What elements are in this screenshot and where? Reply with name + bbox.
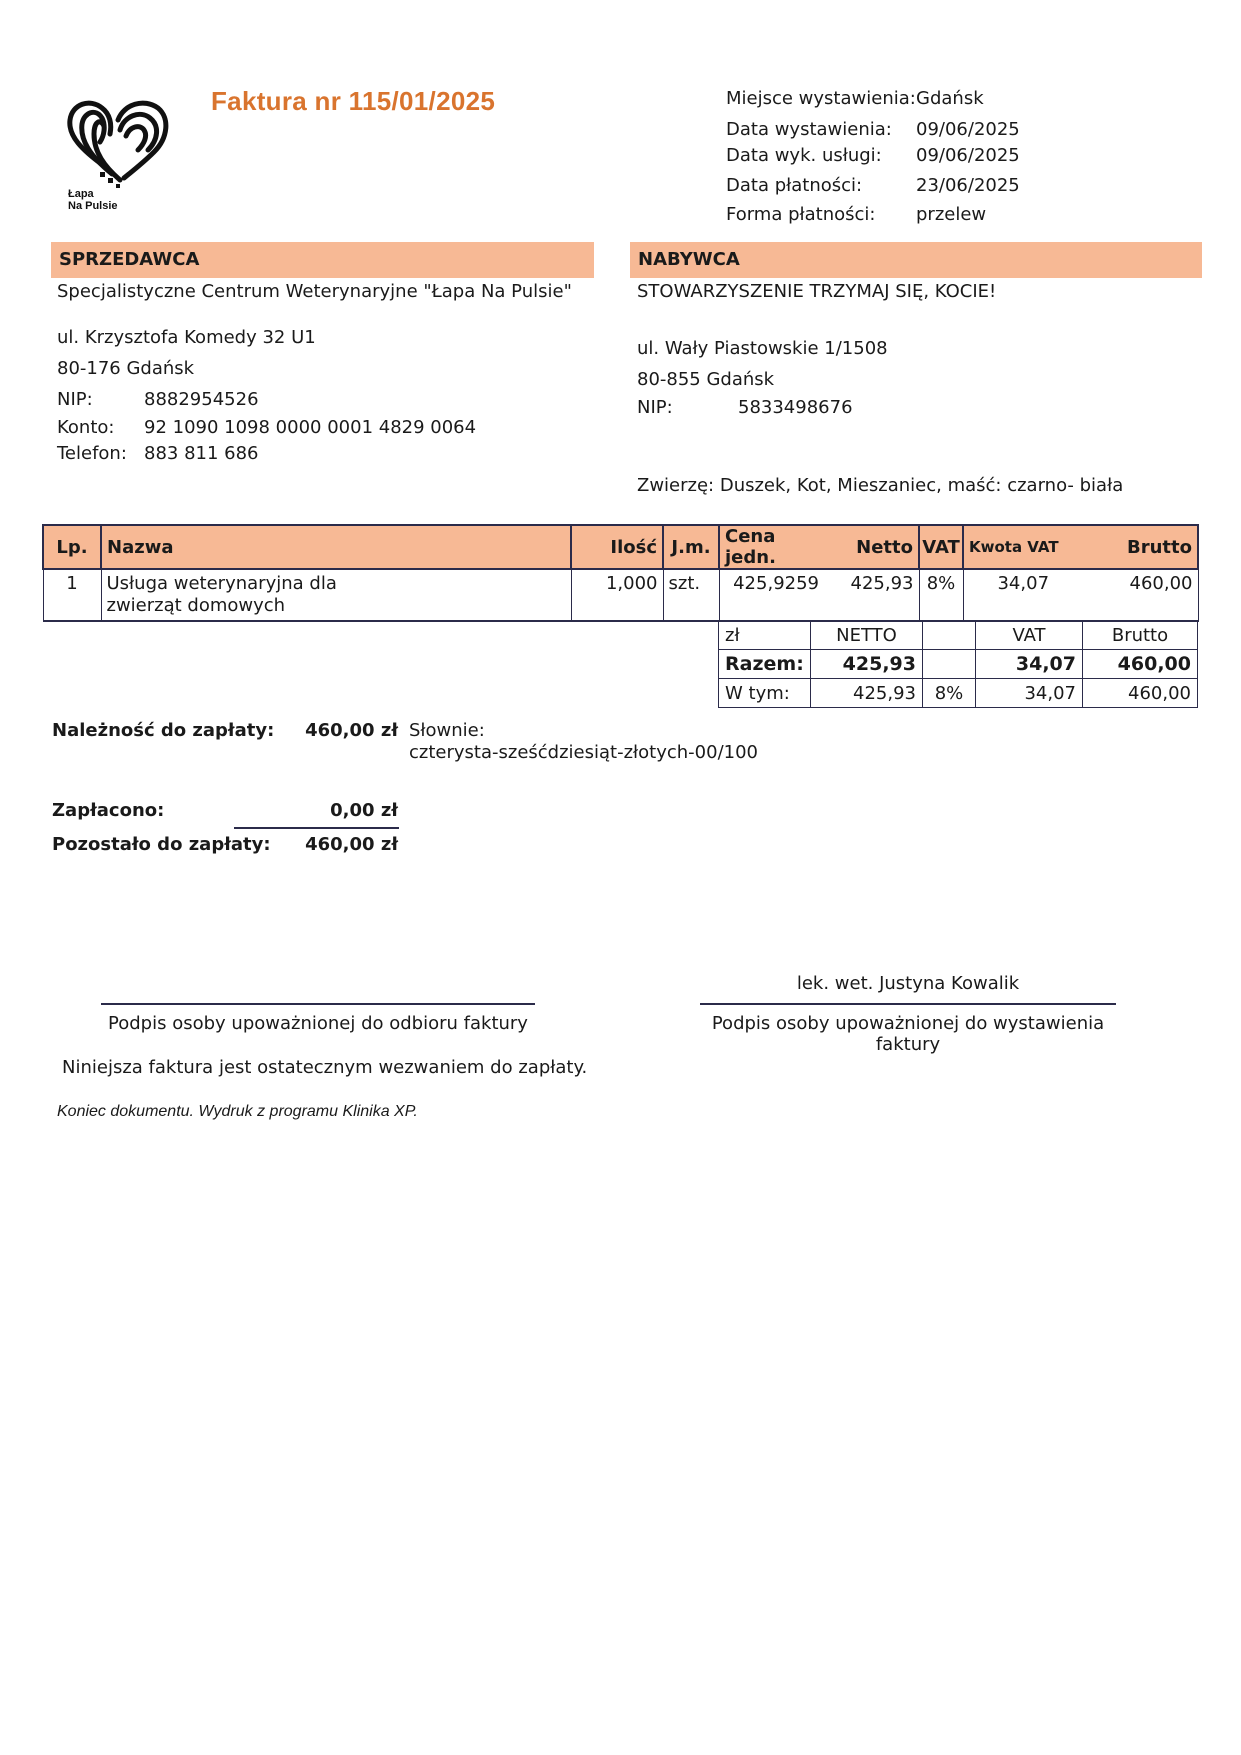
col-header-lp: Lp.: [43, 525, 101, 569]
seller-header: SPRZEDAWCA: [51, 242, 594, 278]
meta-value-payment-form: przelew: [916, 204, 987, 225]
cell-nazwa-line1: Usługa weterynaryjna dla: [106, 573, 337, 594]
final-notice: Niniejsza faktura jest ostatecznym wezwaniem do zapłaty.: [62, 1057, 588, 1078]
summary-header-currency: zł: [719, 621, 811, 650]
seller-street: ul. Krzysztofa Komedy 32 U1: [57, 327, 316, 348]
meta-value-issue-date: 09/06/2025: [916, 119, 1020, 140]
summary-wtym-label: W tym:: [719, 679, 811, 708]
issuer-signature-caption-line2: faktury: [875, 1034, 941, 1055]
cell-brutto: 460,00: [1083, 569, 1198, 621]
company-logo: [64, 96, 174, 216]
paid-value: 0,00 zł: [330, 800, 398, 821]
summary-wtym-vat: 34,07: [976, 679, 1083, 708]
seller-konto-label: Konto:: [57, 417, 115, 438]
summary-wtym-brutto: 460,00: [1083, 679, 1198, 708]
summary-razem-brutto: 460,00: [1083, 650, 1198, 679]
col-header-netto: Netto: [824, 525, 919, 569]
cell-cena: 425,9259: [719, 569, 824, 621]
logo-caption-line1: Łapa: [68, 188, 94, 200]
meta-value-service-date: 09/06/2025: [916, 145, 1020, 166]
col-header-cena: Cena jedn.: [719, 525, 824, 569]
col-header-nazwa: Nazwa: [101, 525, 571, 569]
table-row: [43, 569, 1198, 621]
summary-table: [718, 620, 1198, 708]
meta-value-place: Gdańsk: [916, 88, 984, 109]
meta-label-service-date: Data wyk. usługi:: [726, 145, 882, 166]
summary-header-vat: VAT: [976, 621, 1083, 650]
issuer-signature-caption-line1: Podpis osoby upoważnionej do wystawienia: [711, 1013, 1105, 1034]
cell-ilosc: 1,000: [571, 569, 663, 621]
cell-netto: 425,93: [824, 569, 919, 621]
col-header-ilosc: Ilość: [571, 525, 663, 569]
meta-label-place: Miejsce wystawienia:: [726, 88, 916, 109]
seller-name: Specjalistyczne Centrum Weterynaryjne "Łapa Na Pulsie": [57, 281, 572, 302]
paid-underline: [234, 827, 399, 829]
cell-nazwa-line2: zwierząt domowych: [106, 595, 286, 616]
cell-vat: 8%: [919, 569, 963, 621]
buyer-name: STOWARZYSZENIE TRZYMAJ SIĘ, KOCIE!: [637, 281, 997, 302]
seller-tel: 883 811 686: [144, 443, 259, 464]
seller-konto: 92 1090 1098 0000 0001 4829 0064: [144, 417, 477, 438]
items-table: [42, 524, 1199, 622]
logo-caption-line2: Na Pulsie: [68, 200, 118, 212]
receiver-signature-line: [101, 1003, 535, 1005]
summary-razem-vat: 34,07: [976, 650, 1083, 679]
summary-razem-rate: [923, 650, 976, 679]
summary-razem-netto: 425,93: [811, 650, 923, 679]
col-header-jm: J.m.: [663, 525, 719, 569]
summary-wtym-netto: 425,93: [811, 679, 923, 708]
buyer-nip: 5833498676: [738, 397, 853, 418]
words-label: Słownie:: [409, 720, 485, 741]
summary-header-rate: [923, 621, 976, 650]
receiver-signature-caption: Podpis osoby upoważnionej do odbioru faktury: [108, 1013, 528, 1034]
summary-header-brutto: Brutto: [1083, 621, 1198, 650]
col-header-vat: VAT: [919, 525, 963, 569]
buyer-city: 80-855 Gdańsk: [637, 369, 775, 390]
summary-header-netto: NETTO: [811, 621, 923, 650]
issuer-name: lek. wet. Justyna Kowalik: [796, 973, 1020, 994]
remaining-label: Pozostało do zapłaty:: [52, 834, 271, 855]
seller-tel-label: Telefon:: [57, 443, 127, 464]
meta-label-payment-form: Forma płatności:: [726, 204, 876, 225]
meta-label-payment-date: Data płatności:: [726, 175, 863, 196]
buyer-header: NABYWCA: [630, 242, 1202, 278]
heart-fingerprint-icon: [64, 96, 174, 188]
summary-wtym-rate: 8%: [923, 679, 976, 708]
issuer-signature-line: [700, 1003, 1116, 1005]
buyer-street: ul. Wały Piastowskie 1/1508: [637, 338, 888, 359]
summary-razem-label: Razem:: [719, 650, 811, 679]
summary-header-row: [719, 621, 1198, 650]
cell-nazwa: [101, 569, 571, 621]
meta-label-issue-date: Data wystawienia:: [726, 119, 892, 140]
due-value: 460,00 zł: [305, 720, 398, 741]
cell-lp: 1: [43, 569, 101, 621]
summary-wtym-row: [719, 679, 1198, 708]
cell-kwota-vat: 34,07: [963, 569, 1083, 621]
col-header-brutto: Brutto: [1083, 525, 1198, 569]
seller-nip-label: NIP:: [57, 389, 93, 410]
document-footer: Koniec dokumentu. Wydruk z programu Klinika XP.: [57, 1103, 418, 1120]
meta-value-payment-date: 23/06/2025: [916, 175, 1020, 196]
buyer-animal: Zwierzę: Duszek, Kot, Mieszaniec, maść: czarno- biała: [637, 475, 1124, 496]
invoice-title: Faktura nr 115/01/2025: [211, 86, 496, 116]
summary-razem-row: [719, 650, 1198, 679]
paid-label: Zapłacono:: [52, 800, 165, 821]
buyer-nip-label: NIP:: [637, 397, 673, 418]
cell-jm: szt.: [663, 569, 719, 621]
items-header-row: [43, 525, 1198, 569]
col-header-kwota-vat: Kwota VAT: [963, 525, 1083, 569]
seller-nip: 8882954526: [144, 389, 259, 410]
seller-city: 80-176 Gdańsk: [57, 358, 195, 379]
words-value: czterysta-sześćdziesiąt-złotych-00/100: [409, 742, 758, 763]
due-label: Należność do zapłaty:: [52, 720, 275, 741]
remaining-value: 460,00 zł: [305, 834, 398, 855]
